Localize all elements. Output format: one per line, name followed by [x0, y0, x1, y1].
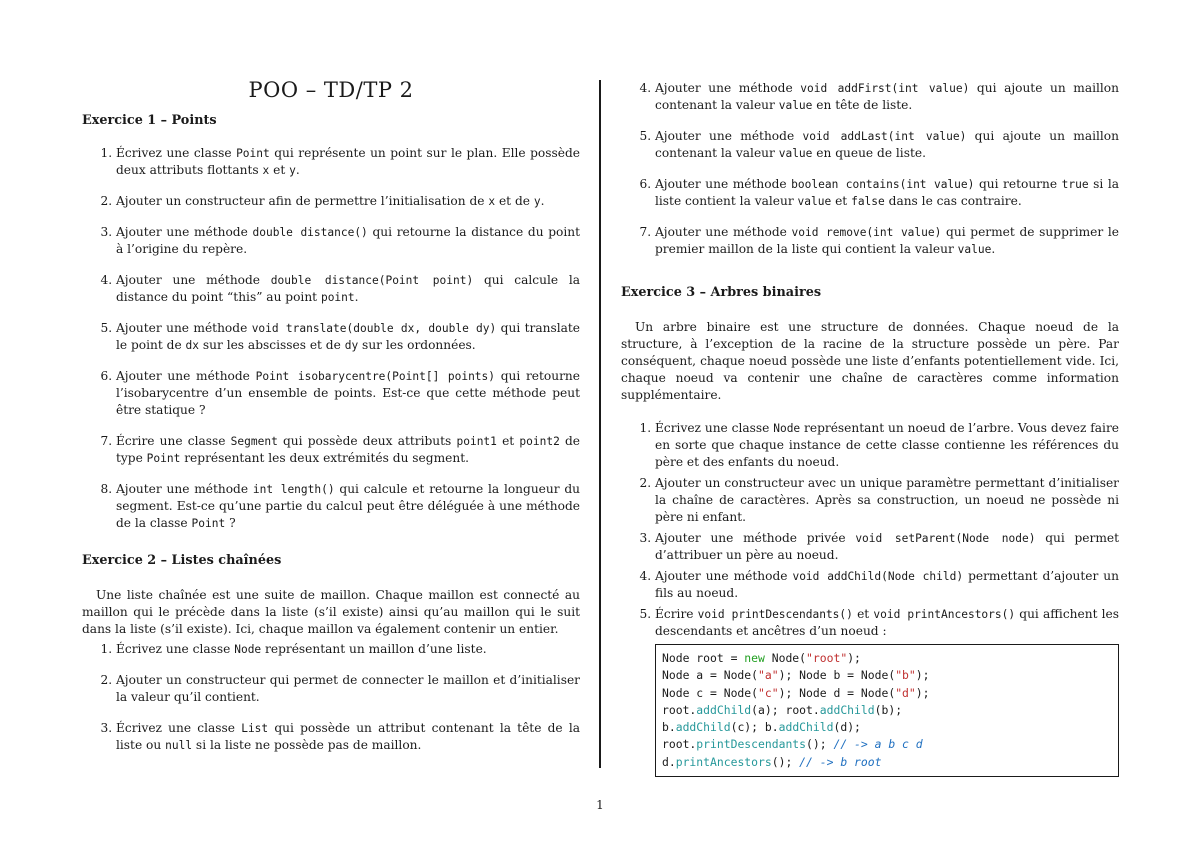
code-fragment: void printAncestors()	[873, 608, 1016, 621]
code-fragment: void addFirst(int value)	[800, 82, 970, 95]
code-fragment: double distance()	[252, 226, 368, 239]
exercise-2-list-part2	[621, 80, 1119, 258]
text-fragment: Écrire	[655, 607, 698, 621]
text-fragment: Ajouter une méthode	[655, 81, 801, 95]
text-fragment: Ajouter une méthode	[116, 225, 253, 239]
text-fragment: .	[991, 242, 996, 256]
right-column	[621, 80, 1119, 777]
code-fragment: int length()	[252, 483, 335, 496]
code-fragment: Node	[773, 422, 801, 435]
exercise-3-intro: Un arbre binaire est une structure de données. Chaque noeud de la structure, à l’exception de la racine de la structure possède un père. Par conséquent, chaque noeud possède une liste d’enfants potentiellement vide. Ici, chaque noeud va contenir une chaîne de caractères comme information supplémentaire.	[621, 320, 1119, 402]
code-token: printDescendants	[696, 737, 807, 752]
text-fragment: qui translate le point de	[116, 321, 580, 352]
text-fragment: Ajouter un constructeur qui permet de connecter le maillon et d’initialiser la valeur qu’il contient.	[116, 673, 580, 704]
list-item	[116, 145, 580, 179]
text-fragment: si la liste contient la valeur	[655, 177, 1120, 208]
text-fragment: qui permet d’attribuer un père au noeud.	[655, 531, 1119, 562]
code-token: (b);	[874, 702, 903, 717]
list-item	[116, 433, 580, 467]
list-item	[116, 481, 580, 532]
code-line	[662, 667, 1112, 684]
text-fragment: sur les ordonnées.	[358, 338, 476, 352]
text-fragment: et	[852, 607, 874, 621]
text-fragment: Ajouter une méthode privée	[655, 531, 856, 545]
text-fragment: et	[496, 434, 520, 448]
code-fragment: point2	[519, 435, 560, 448]
text-fragment: qui ajoute un maillon contenant la valeur	[655, 129, 1119, 160]
exercise-1-list	[82, 145, 580, 532]
code-token: ); Node d = Node(	[778, 685, 896, 700]
code-token: (a); root.	[751, 702, 820, 717]
code-token: d.	[662, 754, 676, 769]
text-fragment: qui permet de supprimer le premier maillon de la liste qui contient la valeur	[655, 225, 1119, 256]
code-fragment: value	[778, 99, 813, 112]
code-fragment: void printDescendants()	[697, 608, 853, 621]
exercise-2-heading: Exercice 2 – Listes chaînées	[82, 553, 282, 568]
text-fragment: Ajouter une méthode	[655, 569, 793, 583]
list-item	[116, 320, 580, 354]
code-token: );	[915, 685, 930, 700]
text-fragment: si la liste ne possède pas de maillon.	[192, 738, 422, 752]
list-item	[116, 672, 580, 706]
code-token: "root"	[806, 651, 848, 665]
text-fragment: Ajouter une méthode	[655, 225, 792, 239]
list-item	[116, 272, 580, 306]
text-fragment: Écrivez une classe	[116, 146, 237, 160]
text-fragment: et de	[495, 194, 534, 208]
text-fragment: et	[269, 163, 290, 177]
code-fragment: void addLast(int value)	[802, 130, 967, 143]
column-divider	[599, 80, 601, 768]
text-fragment: .	[540, 194, 545, 208]
exercise-2-list-part1	[82, 641, 580, 754]
code-fragment: Segment	[230, 435, 278, 448]
list-item	[655, 568, 1119, 602]
list-item	[655, 475, 1119, 526]
text-fragment: Écrivez une classe	[655, 421, 774, 435]
exercise-3-list	[621, 420, 1119, 640]
code-fragment: boolean contains(int value)	[791, 178, 975, 191]
code-token: Node(	[764, 651, 807, 665]
code-fragment: point	[320, 291, 355, 304]
text-fragment: sur les abscisses et de	[199, 338, 345, 352]
code-line	[662, 719, 1112, 736]
text-fragment: qui possède deux attributs	[277, 434, 457, 448]
exercise-1-heading: Exercice 1 – Points	[82, 113, 217, 128]
code-token: Node a = Node(	[662, 668, 759, 683]
code-line	[662, 754, 1112, 771]
text-fragment: représentant un noeud de l’arbre. Vous devez faire en sorte que chaque instance de cette classe contienne les références du père et des enfants du noeud.	[655, 421, 1119, 469]
list-item	[655, 80, 1119, 114]
text-fragment: représentant les deux extrémités du segment.	[180, 451, 469, 465]
list-item	[116, 641, 580, 658]
code-fragment: Point	[146, 452, 181, 465]
code-token: printAncestors	[675, 754, 772, 769]
text-fragment: qui représente un point sur le plan. Elle possède deux attributs flottants	[116, 146, 580, 177]
page-title: POO – TD/TP 2	[248, 78, 414, 102]
code-token: Node root =	[662, 651, 745, 665]
text-fragment: qui affichent les descendants et ancêtres d’un noeud :	[655, 607, 1120, 638]
code-fragment: void setParent(Node node)	[855, 532, 1036, 545]
text-fragment: qui calcule la distance du point “this” au point	[116, 273, 580, 304]
text-fragment: de type	[116, 434, 581, 465]
code-fragment: List	[241, 722, 269, 735]
code-example	[655, 644, 1119, 777]
code-token: Node c = Node(	[662, 685, 759, 700]
code-token: );	[847, 651, 861, 665]
code-token: addChild	[819, 702, 875, 717]
code-token: "c"	[758, 685, 779, 700]
code-token: root.	[662, 702, 697, 717]
list-item	[116, 720, 580, 754]
text-fragment: Ajouter une méthode	[116, 273, 271, 287]
code-token: addChild	[675, 720, 731, 735]
code-token: root.	[662, 737, 697, 752]
code-fragment: null	[165, 739, 193, 752]
code-token: "d"	[895, 685, 916, 700]
code-fragment: Point	[236, 147, 270, 160]
text-fragment: Écrivez une classe	[116, 642, 235, 656]
list-item	[116, 368, 580, 419]
code-token: b.	[662, 720, 676, 735]
code-fragment: value	[797, 195, 832, 208]
code-token: "a"	[758, 668, 779, 683]
text-fragment: Écrivez une classe	[116, 721, 242, 735]
code-token: ();	[806, 737, 834, 752]
code-line	[662, 650, 1112, 667]
code-token: new	[744, 651, 765, 665]
code-fragment: point1	[456, 435, 497, 448]
list-item	[655, 128, 1119, 162]
code-fragment: dy	[344, 339, 359, 352]
code-token: addChild	[778, 720, 834, 735]
page-number: 1	[596, 798, 604, 812]
code-token: );	[915, 668, 930, 683]
text-fragment: Ajouter une méthode	[116, 369, 256, 383]
text-fragment: qui ajoute un maillon contenant la valeur	[655, 81, 1119, 112]
text-fragment: Ajouter une méthode	[655, 129, 803, 143]
text-fragment: .	[295, 163, 300, 177]
code-token: // -> a b c d	[833, 737, 923, 752]
text-fragment: Ajouter une méthode	[655, 177, 792, 191]
text-fragment: et	[831, 194, 852, 208]
code-line	[662, 736, 1112, 753]
text-fragment: qui retourne l’isobarycentre d’un ensemble de points. Est-ce que cette méthode peut être statique ?	[116, 369, 580, 417]
code-token: (c); b.	[730, 720, 779, 735]
text-fragment: en queue de liste.	[812, 146, 926, 160]
text-fragment: ?	[225, 516, 236, 530]
code-fragment: value	[778, 147, 813, 160]
text-fragment: Ajouter une méthode	[116, 482, 253, 496]
list-item	[655, 530, 1119, 564]
text-fragment: Ajouter une méthode	[116, 321, 252, 335]
list-item	[116, 224, 580, 258]
text-fragment: qui possède un attribut contenant la tête de la liste ou	[116, 721, 580, 752]
list-item	[655, 420, 1119, 471]
code-fragment: x	[488, 195, 496, 208]
text-fragment: permettant d’ajouter un fils au noeud.	[655, 569, 1119, 600]
text-fragment: Ajouter un constructeur avec un unique paramètre permettant d’initialiser la chaîne de caractères. Après sa construction, un noeud ne possède ni père ni enfant.	[655, 476, 1119, 524]
text-fragment: Écrire une classe	[116, 434, 231, 448]
code-fragment: void remove(int value)	[791, 226, 942, 239]
list-item	[116, 193, 580, 210]
code-fragment: Point	[191, 517, 226, 530]
text-fragment: dans le cas contraire.	[884, 194, 1022, 208]
exercise-3-heading: Exercice 3 – Arbres binaires	[621, 285, 822, 300]
code-line	[662, 702, 1112, 719]
code-fragment: y	[289, 164, 296, 177]
code-fragment: double distance(Point point)	[270, 274, 474, 287]
code-token: // -> b root	[799, 754, 882, 769]
code-fragment: Point isobarycentre(Point[] points)	[255, 370, 496, 383]
code-fragment: value	[957, 243, 992, 256]
code-fragment: void translate(double dx, double dy)	[251, 322, 497, 335]
code-fragment: void addChild(Node child)	[792, 570, 964, 583]
code-fragment: y	[533, 195, 541, 208]
code-token: addChild	[696, 702, 752, 717]
text-fragment: qui retourne la distance du point à l’origine du repère.	[116, 225, 580, 256]
text-fragment: .	[354, 290, 359, 304]
text-fragment: en tête de liste.	[812, 98, 913, 112]
code-fragment: x	[262, 164, 270, 177]
text-fragment: représentant un maillon d’une liste.	[261, 642, 487, 656]
text-fragment: qui retourne	[974, 177, 1062, 191]
code-fragment: false	[851, 195, 885, 208]
left-column	[82, 76, 580, 768]
list-item	[655, 606, 1119, 640]
text-fragment: qui calcule et retourne la longueur du segment. Est-ce qu’une partie du calcul peut être déléguée à une méthode de la classe	[116, 482, 581, 530]
code-token: (d);	[833, 720, 861, 735]
exercise-2-intro: Une liste chaînée est une suite de maillon. Chaque maillon est connecté au maillon qui le précède dans la liste (s’il existe) ainsi qu’au maillon qui le suit dans la liste (s’il existe). Ici, chaque maillon va également contenir un entier.	[82, 588, 580, 636]
code-fragment: true	[1061, 178, 1089, 191]
list-item	[655, 176, 1119, 210]
code-fragment: Node	[234, 643, 262, 656]
code-token: ); Node b = Node(	[778, 668, 896, 683]
code-fragment: dx	[185, 339, 200, 352]
code-token: "b"	[895, 668, 916, 683]
code-line	[662, 685, 1112, 702]
list-item	[655, 224, 1119, 258]
text-fragment: Ajouter un constructeur afin de permettre l’initialisation de	[116, 194, 489, 208]
code-token: ();	[771, 754, 800, 769]
